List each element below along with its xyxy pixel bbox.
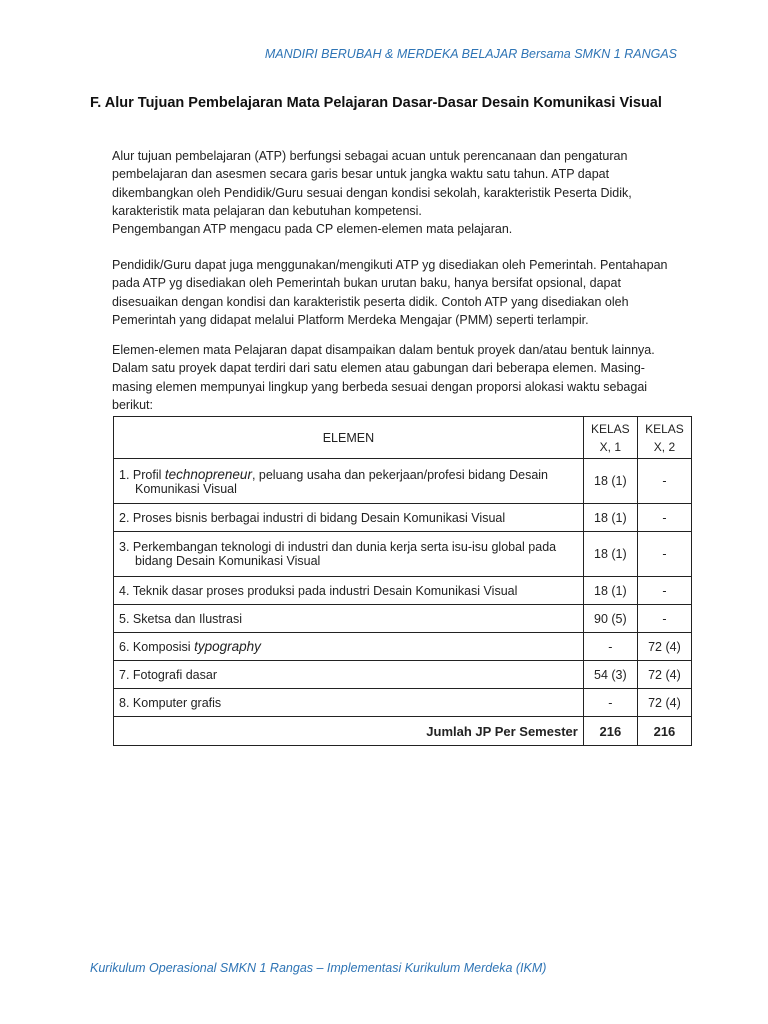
elemen-cell xyxy=(114,459,584,504)
paragraph-text: Elemen-elemen mata Pelajaran dapat disampaikan dalam bentuk proyek dan/atau bentuk lainnya. Dalam satu proyek dapat terdiri dari satu elemen atau gabungan dari beberapa elemen. Masing-masing elemen mempunyai lingkup yang berbeda sesuai dengan proporsi alokasi waktu sebagai berikut: xyxy=(112,343,655,412)
row-number: 6. xyxy=(119,640,130,654)
table-row xyxy=(114,605,692,633)
paragraph-atp-definition xyxy=(112,147,682,238)
kelas-x2-value: 72 (4) xyxy=(637,689,691,717)
kelas-x2-value: - xyxy=(637,605,691,633)
elemen-cell xyxy=(114,605,584,633)
elemen-text: Fotografi dasar xyxy=(132,667,217,682)
row-number: 5. xyxy=(119,611,130,626)
header-elemen: ELEMEN xyxy=(114,417,584,459)
kelas-x1-value: 18 (1) xyxy=(583,504,637,532)
table-row xyxy=(114,577,692,605)
elemen-italic-term: typography xyxy=(194,639,261,654)
paragraph-text: Pengembangan ATP mengacu pada CP elemen-elemen mata pelajaran. xyxy=(112,222,513,237)
elemen-text: Sketsa dan Ilustrasi xyxy=(132,611,243,626)
elemen-cell xyxy=(114,689,584,717)
elemen-text: Profil xyxy=(132,467,165,482)
elemen-italic-term: technopreneur xyxy=(164,466,252,482)
elemen-text-continued: bidang Desain Komunikasi Visual xyxy=(135,554,321,568)
table-row xyxy=(114,633,692,661)
table-header-row xyxy=(114,417,692,459)
elemen-text: Komputer grafis xyxy=(132,695,222,710)
total-label: Jumlah JP Per Semester xyxy=(114,717,584,746)
paragraph-government-atp xyxy=(112,256,682,329)
table-row xyxy=(114,661,692,689)
header-kelas-label: KELAS xyxy=(591,421,630,436)
header-kelas-label: KELAS xyxy=(645,421,684,436)
table-row xyxy=(114,532,692,577)
kelas-x1-value: - xyxy=(583,689,637,717)
section-title: F. Alur Tujuan Pembelajaran Mata Pelajaran Dasar-Dasar Desain Komunikasi Visual xyxy=(90,95,662,111)
table-row xyxy=(114,689,692,717)
table-row xyxy=(114,504,692,532)
kelas-x2-value: - xyxy=(637,504,691,532)
header-kelas-x1-label: X, 1 xyxy=(599,439,622,454)
total-kelas-x1: 216 xyxy=(583,717,637,746)
header-kelas-x2-label: X, 2 xyxy=(653,439,676,454)
elemen-cell xyxy=(114,532,584,577)
paragraph-elements xyxy=(112,341,682,414)
page-footer: Kurikulum Operasional SMKN 1 Rangas – Implementasi Kurikulum Merdeka (IKM) xyxy=(90,961,547,975)
row-number: 4. xyxy=(119,583,130,598)
elemen-cell xyxy=(114,633,584,661)
kelas-x2-value: - xyxy=(637,532,691,577)
elemen-text: Proses bisnis berbagai industri di bidang Desain Komunikasi Visual xyxy=(132,510,506,525)
kelas-x1-value: 90 (5) xyxy=(583,605,637,633)
elemen-cell xyxy=(114,504,584,532)
elemen-text: Komposisi xyxy=(132,640,195,654)
page-header: MANDIRI BERUBAH & MERDEKA BELAJAR Bersama SMKN 1 RANGAS xyxy=(264,47,677,61)
elemen-cell xyxy=(114,661,584,689)
elemen-cell xyxy=(114,577,584,605)
row-number: 2. xyxy=(119,510,130,525)
kelas-x2-value: - xyxy=(637,459,691,504)
row-number: 1. xyxy=(119,467,130,482)
kelas-x1-value: 18 (1) xyxy=(583,459,637,504)
table-total-row xyxy=(114,717,692,746)
total-kelas-x2: 216 xyxy=(637,717,691,746)
row-number: 3. xyxy=(119,540,130,554)
paragraph-text: Pendidik/Guru dapat juga menggunakan/mengikuti ATP yg disediakan oleh Pemerintah. Pentahapan pada ATP yg disediakan oleh Pemerintah bukan urutan baku, hanya bersifat opsional, dapat disesuaikan dengan kondisi dan karakteristik peserta didik. Contoh ATP yang disediakan oleh Pemerintah yang didapat melalui Platform Merdeka Mengajar (PMM) seperti terlampir. xyxy=(112,258,668,327)
elements-table xyxy=(113,416,692,746)
elemen-text: Perkembangan teknologi di industri dan dunia kerja serta isu-isu global pada xyxy=(132,540,557,554)
kelas-x2-value: 72 (4) xyxy=(637,633,691,661)
table-row xyxy=(114,459,692,504)
elemen-text-continued: Komunikasi Visual xyxy=(135,481,237,496)
header-kelas-x1 xyxy=(583,417,637,459)
row-number: 7. xyxy=(119,667,130,682)
paragraph-text: Alur tujuan pembelajaran (ATP) berfungsi sebagai acuan untuk perencanaan dan pengaturan pembelajaran dan asesmen secara garis besar untuk jangka waktu satu tahun. ATP dapat dikembangkan oleh Pendidik/Guru sesuai dengan kondisi sekolah, karakteristik Peserta Didik, karakteristik mata pelajaran dan kebutuhan kompetensi. xyxy=(112,149,632,218)
kelas-x1-value: 18 (1) xyxy=(583,532,637,577)
elemen-text: Teknik dasar proses produksi pada industri Desain Komunikasi Visual xyxy=(132,583,518,598)
elemen-text: , peluang usaha dan pekerjaan/profesi bidang Desain xyxy=(251,467,549,482)
kelas-x2-value: 72 (4) xyxy=(637,661,691,689)
kelas-x1-value: 54 (3) xyxy=(583,661,637,689)
kelas-x2-value: - xyxy=(637,577,691,605)
kelas-x1-value: - xyxy=(583,633,637,661)
header-kelas-x2 xyxy=(637,417,691,459)
row-number: 8. xyxy=(119,695,130,710)
kelas-x1-value: 18 (1) xyxy=(583,577,637,605)
